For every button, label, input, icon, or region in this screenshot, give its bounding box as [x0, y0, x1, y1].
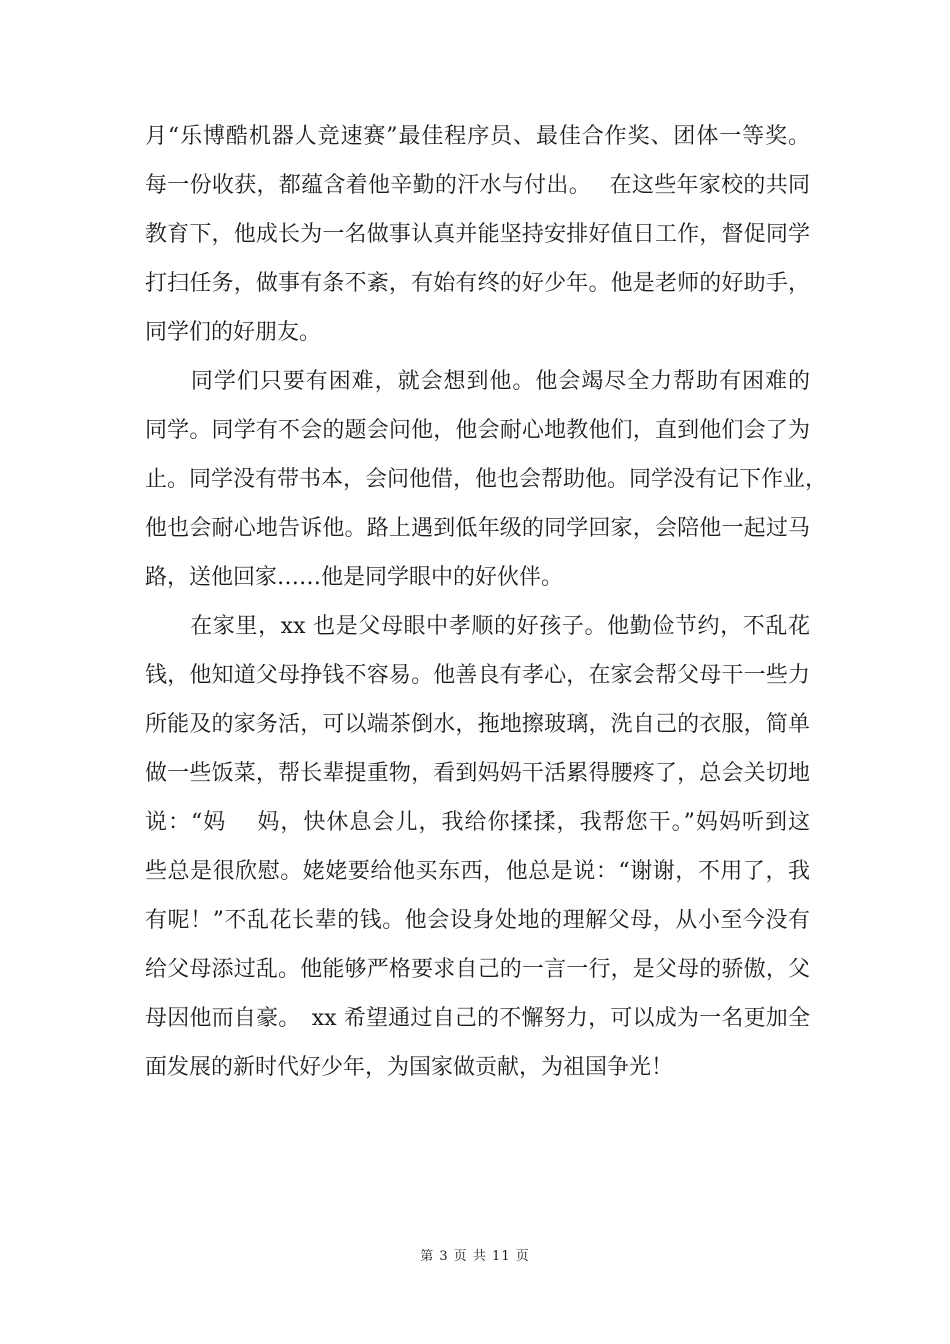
- text-line: 有呢！”不乱花长辈的钱。他会设身处地的理解父母，从小至今没有: [145, 908, 810, 933]
- text-line: 钱，他知道父母挣钱不容易。他善良有孝心，在家会帮父母干一些力: [145, 663, 810, 688]
- text-line: 月“乐博酷机器人竞速赛”最佳程序员、最佳合作奖、团体一等奖。: [145, 124, 810, 149]
- text-line: 止。同学没有带书本，会问他借，他也会帮助他。同学没有记下作业，: [145, 467, 828, 492]
- text-line: 教育下，他成长为一名做事认真并能坚持安排好值日工作，督促同学: [145, 222, 810, 247]
- text-line: 做一些饭菜，帮长辈提重物，看到妈妈干活累得腰疼了，总会关切地: [145, 761, 810, 786]
- text-line: 在家里，xx 也是父母眼中孝顺的好孩子。他勤俭节约，不乱花: [145, 614, 810, 639]
- text-line: 同学们的好朋友。: [145, 320, 322, 345]
- text-line: 他也会耐心地告诉他。路上遇到低年级的同学回家，会陪他一起过马: [145, 516, 810, 541]
- text-line: 些总是很欣慰。姥姥要给他买东西，他总是说：“谢谢，不用了，我: [145, 859, 810, 884]
- text-line: 面发展的新时代好少年，为国家做贡献，为祖国争光！: [145, 1055, 674, 1080]
- text-line: 所能及的家务活，可以端茶倒水，拖地擦玻璃，洗自己的衣服，简单: [145, 712, 810, 737]
- text-line: 打扫任务，做事有条不紊，有始有终的好少年。他是老师的好助手，: [145, 271, 810, 296]
- text-line: 给父母添过乱。他能够严格要求自己的一言一行，是父母的骄傲，父: [145, 957, 810, 982]
- text-line: 同学们只要有困难，就会想到他。他会竭尽全力帮助有困难的: [145, 369, 810, 394]
- text-line: 母因他而自豪。 xx 希望通过自己的不懈努力，可以成为一名更加全: [145, 1006, 810, 1031]
- text-line: 路，送他回家……他是同学眼中的好伙伴。: [145, 565, 564, 590]
- text-line: 说：“妈 妈，快休息会儿，我给你揉揉，我帮您干。”妈妈听到这: [145, 810, 810, 835]
- text-line: 同学。同学有不会的题会问他，他会耐心地教他们，直到他们会了为: [145, 418, 810, 443]
- text-line: 每一份收获，都蕴含着他辛勤的汗水与付出。 在这些年家校的共同: [145, 173, 810, 198]
- page-number-footer: 第 3 页 共 11 页: [420, 1249, 530, 1264]
